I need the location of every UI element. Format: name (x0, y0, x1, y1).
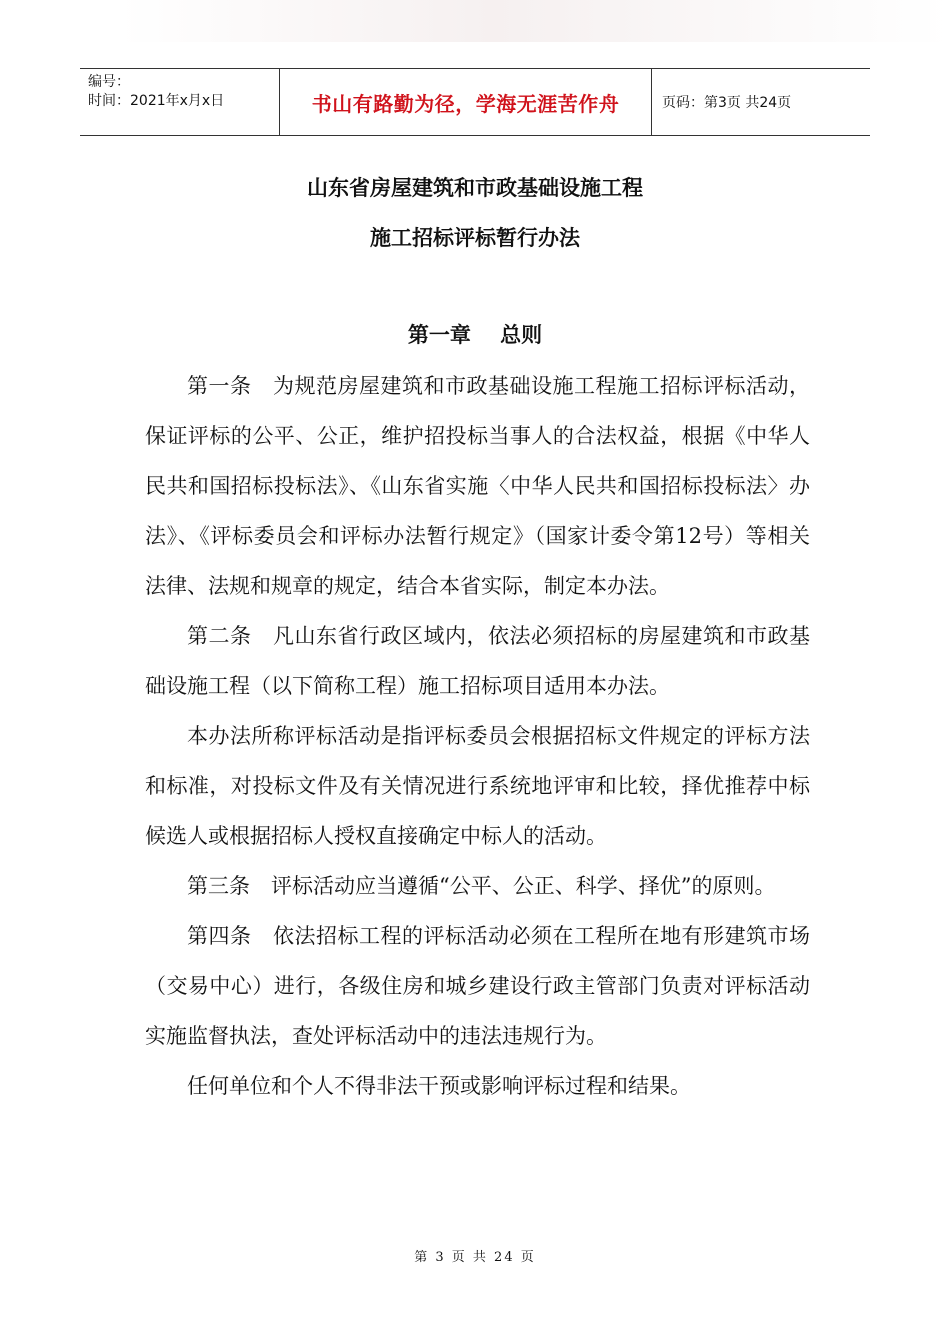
motto-text: 书山有路勤为径，学海无涯苦作舟 (311, 91, 620, 116)
document-title-line1: 山东省房屋建筑和市政基础设施工程 (307, 176, 643, 200)
page-info: 页码：第3页 共24页 (662, 95, 792, 111)
page-header (80, 68, 870, 136)
paragraph-article-3: 第三条 评标活动应当遵循“公平、公正、科学、择优”的原则。 (187, 874, 776, 898)
paragraph-article-4: 第四条 依法招标工程的评标活动必须在工程所在地有形建筑市场（交易中心）进行，各级住房和城乡建设行政主管部门负责对评标活动实施监督执法，查处评标活动中的违法违规行为。 (145, 924, 810, 1048)
header-motto-cell (280, 69, 652, 135)
header-page-cell (652, 69, 870, 135)
paragraph-article-1: 第一条 为规范房屋建筑和市政基础设施工程施工招标评标活动，保证评标的公平、公正，维护招投标当事人的合法权益，根据《中华人民共和国招标投标法》、《山东省实施〈中华人民共和国招标投标法〉办法》、《评标委员会和评标办法暂行规定》（国家计委令第12号）等相关法律、法规和规章的规定，结合本省实际，制定本办法。 (145, 374, 810, 598)
page-footer: 第 3 页 共 24 页 (414, 1250, 536, 1265)
number-label: 编号： (88, 74, 130, 90)
paragraph-article-4-note: 任何单位和个人不得非法干预或影响评标过程和结果。 (187, 1074, 691, 1098)
scan-artifact (120, 0, 950, 42)
document-title-line2: 施工招标评标暂行办法 (370, 226, 580, 250)
header-meta (80, 69, 280, 135)
paragraph-article-2: 第二条 凡山东省行政区域内，依法必须招标的房屋建筑和市政基础设施工程（以下简称工程）施工招标项目适用本办法。 (145, 624, 810, 698)
time-label: 时间：2021年x月x日 (88, 93, 225, 109)
paragraph-article-2-note: 本办法所称评标活动是指评标委员会根据招标文件规定的评标方法和标准，对投标文件及有关情况进行系统地评审和比较，择优推荐中标候选人或根据招标人授权直接确定中标人的活动。 (145, 724, 810, 848)
document-body (145, 361, 810, 1111)
chapter-title: 第一章 总则 (407, 323, 543, 347)
